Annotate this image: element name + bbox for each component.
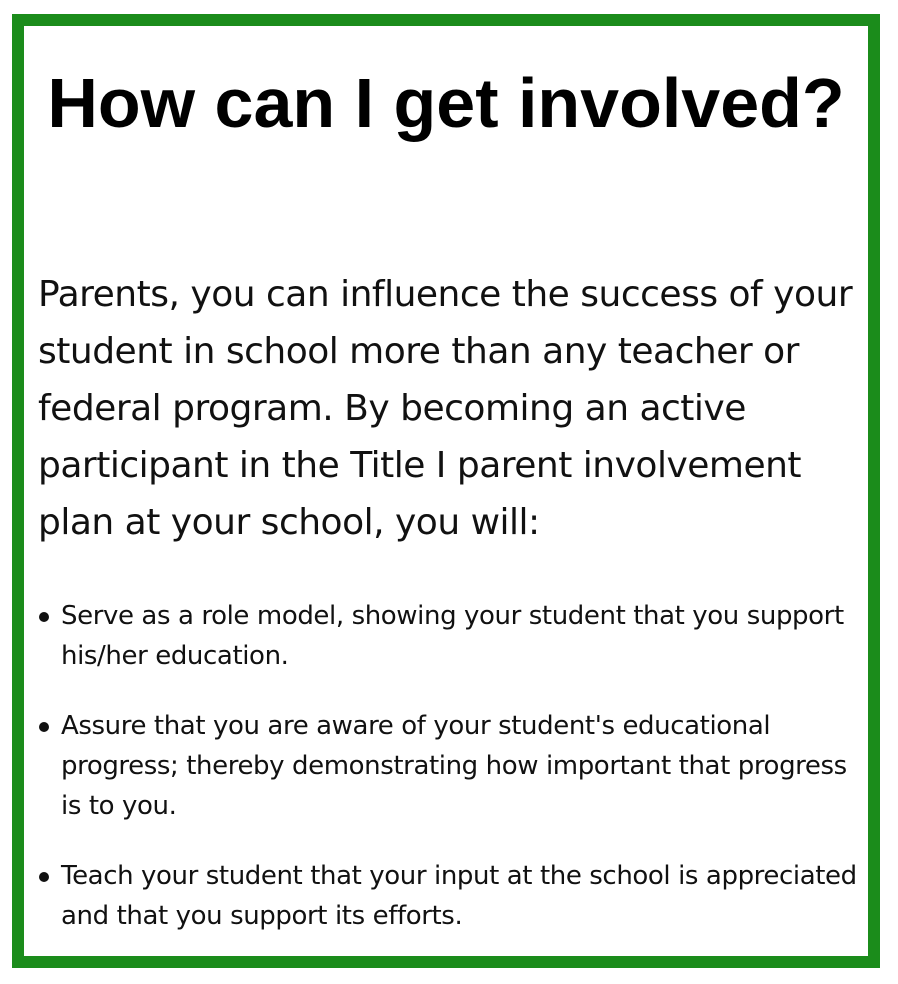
page-title: How can I get involved? [47, 64, 845, 142]
bullet-dot-icon [39, 722, 49, 732]
bullet-dot-icon [39, 612, 49, 622]
list-item-text: Serve as a role model, showing your student that you support his/her education. [61, 601, 844, 671]
list-item [38, 596, 858, 676]
list-item-text: Teach your student that your input at the school is appreciated and that you support its efforts. [61, 861, 857, 931]
involvement-list [38, 596, 858, 966]
bullet-dot-icon [39, 872, 49, 882]
list-item-text: Assure that you are aware of your student's educational progress; thereby demonstrating how important that progress is to you. [61, 711, 847, 821]
list-item [38, 706, 858, 826]
intro-paragraph: Parents, you can influence the success of your student in school more than any teacher or federal program. By becoming an active participant in the Title I parent involvement plan at your school, you will: [38, 274, 853, 543]
list-item [38, 856, 858, 936]
green-bordered-panel [12, 14, 880, 968]
